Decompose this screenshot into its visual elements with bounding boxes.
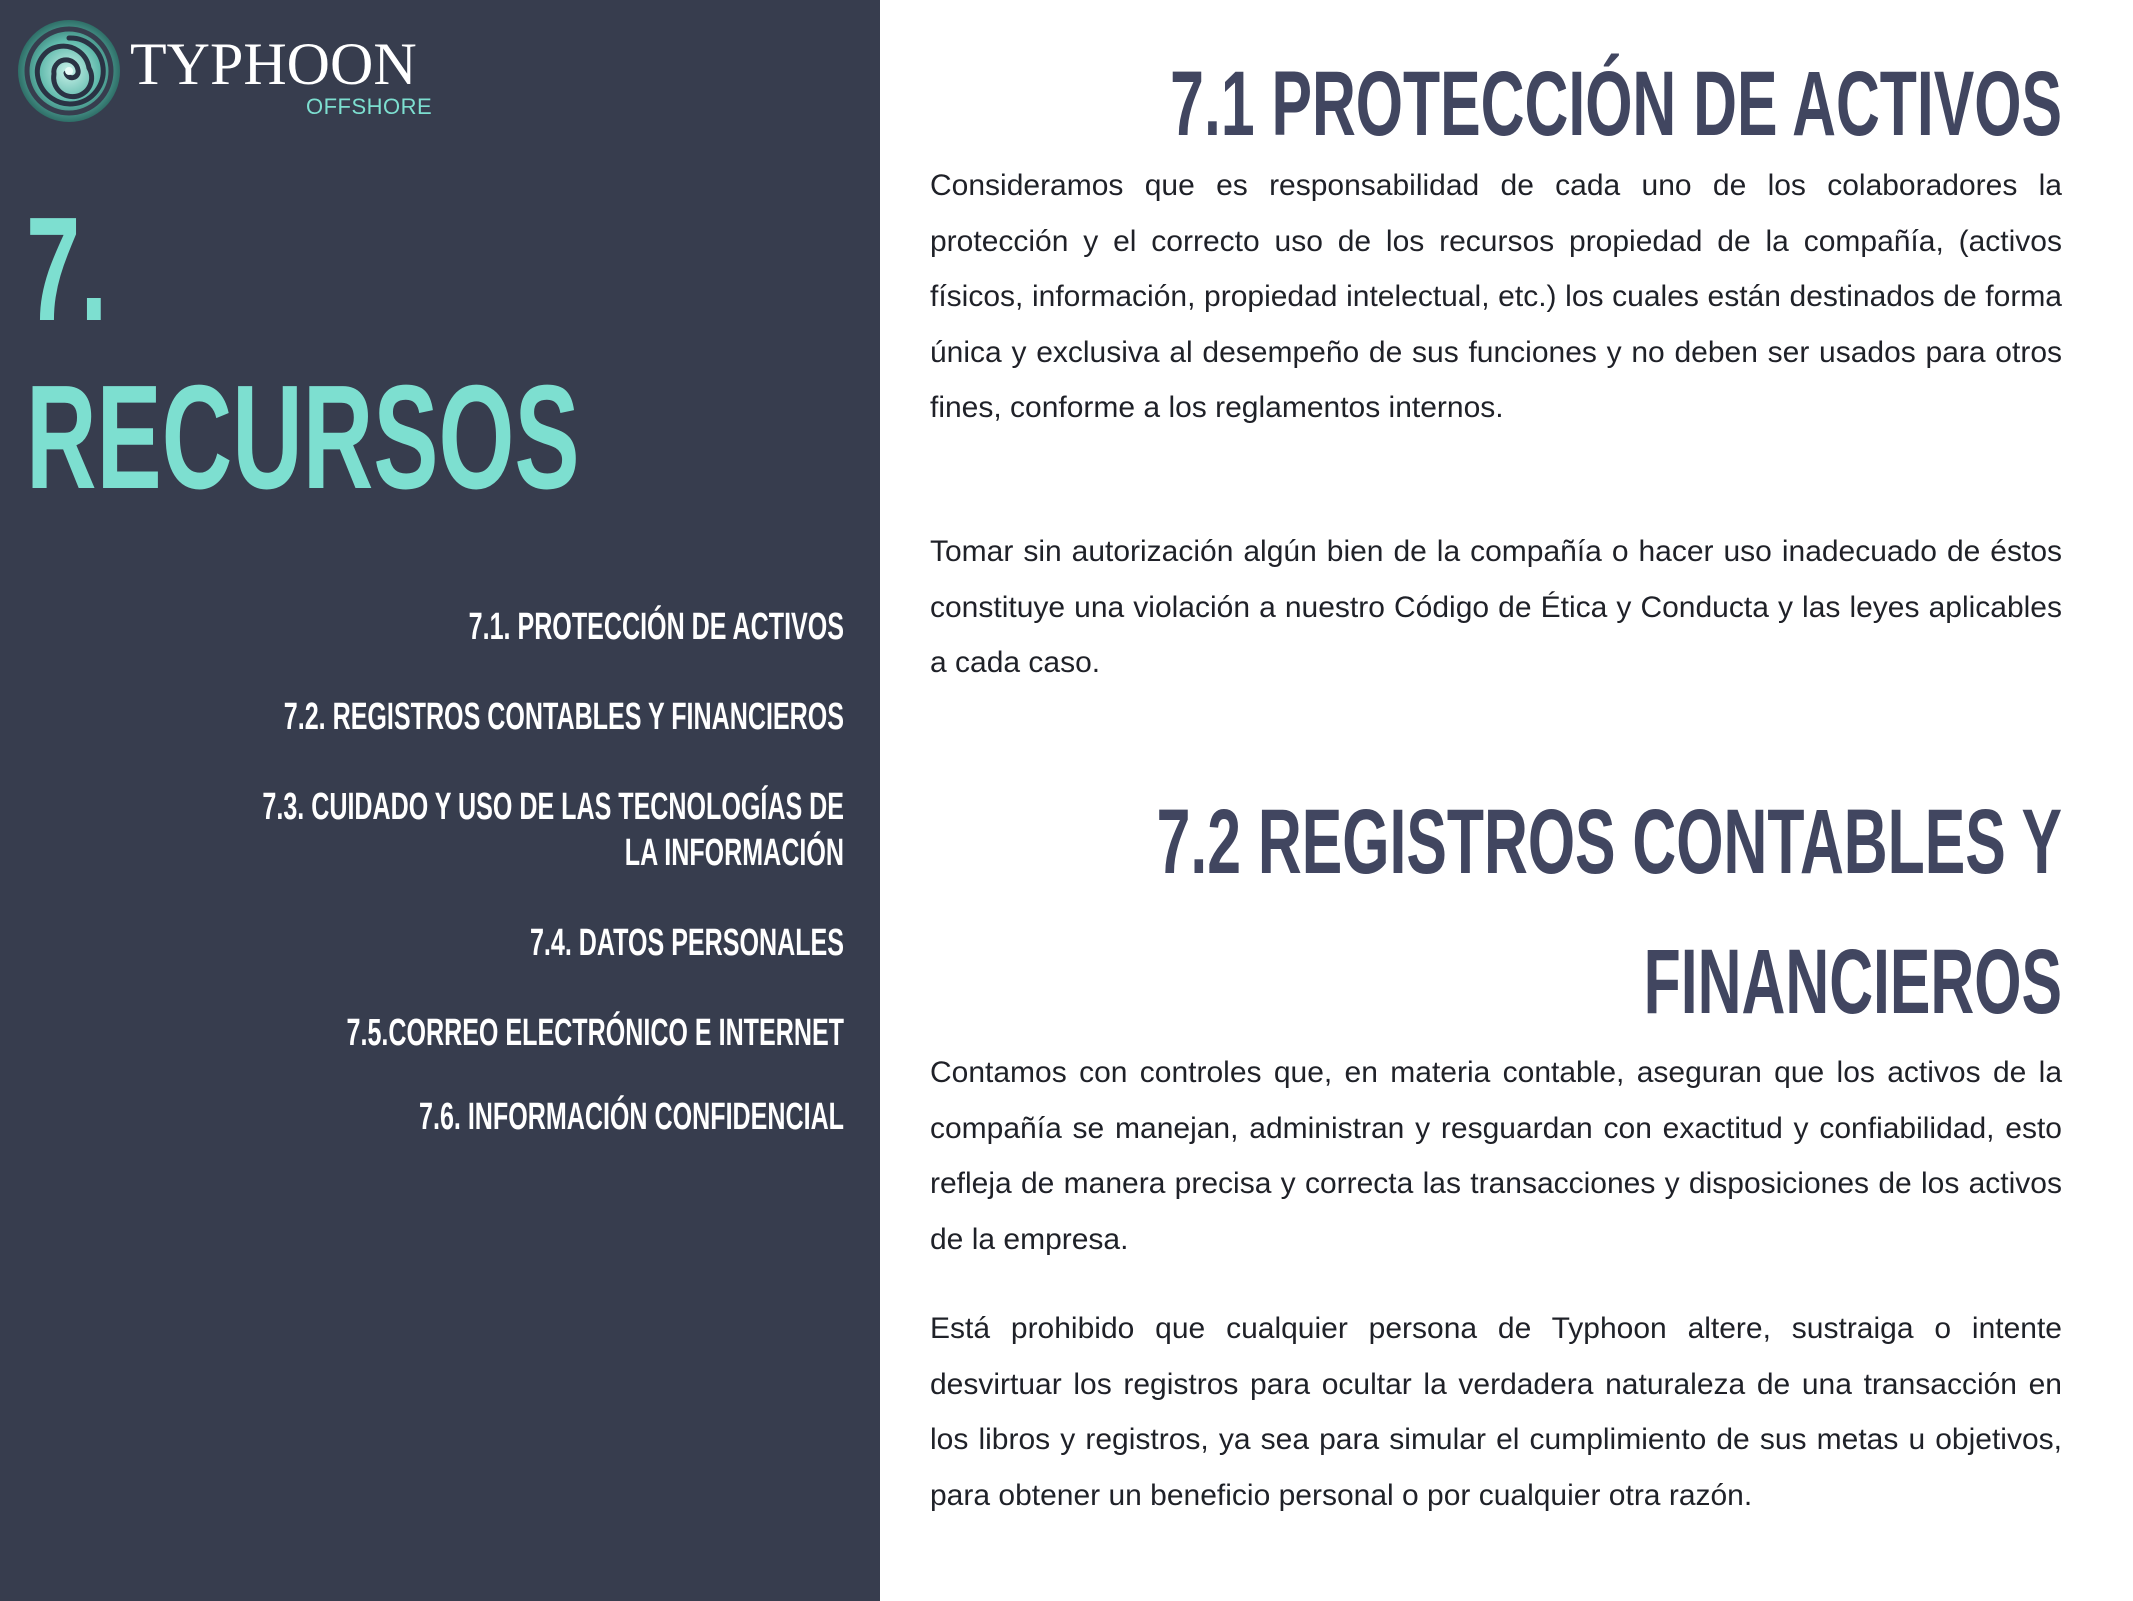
- toc-item-label: 7.5.CORREO ELECTRÓNICO E INTERNET: [346, 1012, 844, 1054]
- paragraph: Está prohibido que cualquier persona de Typhoon altere, sustraiga o intente desvirtuar los registros para ocultar la verdadera naturaleza de una transacción en los libros y registros, ya sea para simular el cumplimiento de sus metas u objetivos, para obtener un beneficio personal o por cualquier otra razón.: [930, 1312, 2062, 1512]
- toc-item-informacion-confidencial[interactable]: [250, 1094, 844, 1140]
- section-heading-7-1: [940, 34, 2062, 174]
- toc-item-label-continued: LA INFORMACIÓN: [624, 832, 844, 874]
- toc-item-correo-internet[interactable]: [250, 1010, 844, 1056]
- toc-item-label: 7.2. REGISTROS CONTABLES Y FINANCIEROS: [283, 696, 844, 738]
- toc-item-label: 7.6. INFORMACIÓN CONFIDENCIAL: [419, 1096, 844, 1138]
- section-heading-7-2: [940, 772, 2062, 1052]
- company-logo: [16, 16, 436, 126]
- paragraph: Consideramos que es responsabilidad de cada uno de los colaboradores la protección y el correcto uso de los recursos propiedad de la compañía, (activos físicos, información, propiedad intelectual, etc.) los cuales están destinados de forma única y exclusiva al desempeño de sus funciones y no deben ser usados para otros fines, conforme a los reglamentos internos.: [930, 169, 2062, 424]
- toc-item-label: 7.4. DATOS PERSONALES: [529, 922, 844, 964]
- logo-subline: OFFSHORE: [306, 94, 433, 119]
- heading-text-continued: FINANCIEROS: [1643, 931, 2062, 1033]
- toc-item-proteccion-activos[interactable]: [250, 604, 844, 650]
- sidebar: [0, 0, 880, 1601]
- paragraph: Tomar sin autorización algún bien de la compañía o hacer uso inadecuado de éstos constituye una violación a nuestro Código de Ética y Conducta y las leyes aplicables a cada caso.: [930, 535, 2062, 679]
- logo-wordmark: TYPHOON: [130, 31, 417, 97]
- toc-item-registros-contables[interactable]: [250, 694, 844, 740]
- heading-text: 7.2 REGISTROS CONTABLES Y: [1156, 791, 2062, 893]
- toc-item-tecnologias-informacion[interactable]: [250, 784, 844, 876]
- heading-text: 7.1 PROTECCIÓN DE ACTIVOS: [1170, 53, 2062, 155]
- toc-item-label: 7.3. CUIDADO Y USO DE LAS TECNOLOGÍAS DE: [262, 786, 844, 828]
- section-title: RECURSOS: [26, 355, 580, 520]
- section-number: 7.: [26, 187, 108, 352]
- toc-item-datos-personales[interactable]: [250, 920, 844, 966]
- paragraph: Contamos con controles que, en materia contable, aseguran que los activos de la compañía se manejan, administran y resguardan con exactitud y confiabilidad, esto refleja de manera precisa y correcta las transacciones y disposiciones de los activos de la empresa.: [930, 1056, 2062, 1256]
- toc-item-label: 7.1. PROTECCIÓN DE ACTIVOS: [468, 606, 844, 648]
- spiral-logo-icon: [16, 18, 122, 124]
